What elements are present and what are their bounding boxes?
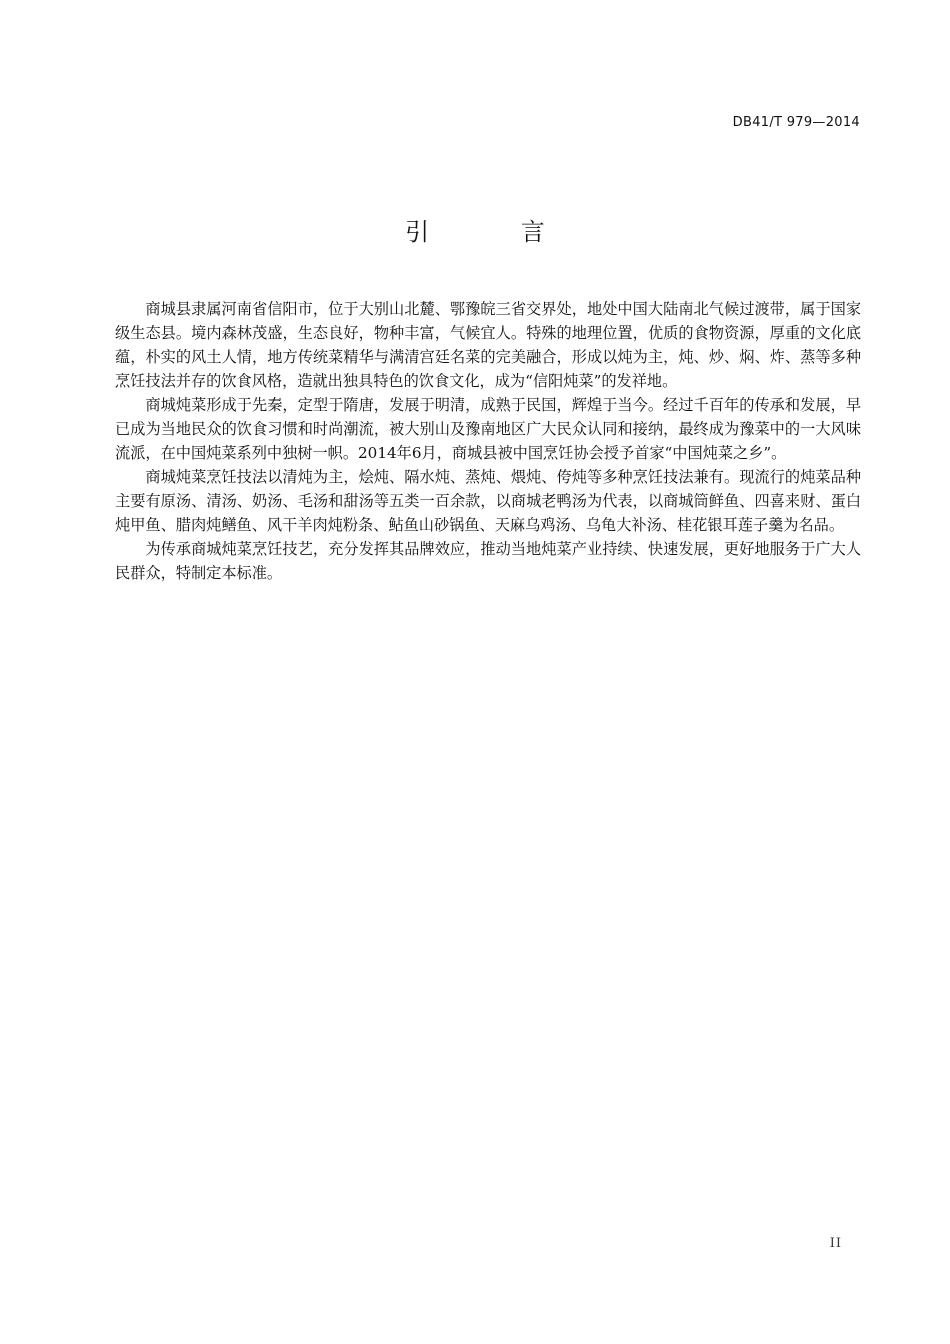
page-title: 引 言 xyxy=(405,218,587,246)
page-number: II xyxy=(829,1236,842,1251)
paragraph-3: 商城炖菜烹饪技法以清炖为主，烩炖、隔水炖、蒸炖、煨炖、侉炖等多种烹饪技法兼有。现流行的炖菜品种主要有原汤、清汤、奶汤、毛汤和甜汤等五类一百余款，以商城老鸭汤为代表，以商城筒鲜鱼、四喜来财、蛋白炖甲鱼、腊肉炖鳝鱼、风干羊肉炖粉条、鲇鱼山砂锅鱼、天麻乌鸡汤、乌龟大补汤、桂花银耳莲子羹为名品。 xyxy=(115,468,861,534)
introduction-body xyxy=(115,297,861,585)
paragraph-1: 商城县隶属河南省信阳市，位于大别山北麓、鄂豫皖三省交界处，地处中国大陆南北气候过渡带，属于国家级生态县。境内森林茂盛，生态良好，物种丰富，气候宜人。特殊的地理位置，优质的食物资源，厚重的文化底蕴，朴实的风土人情，地方传统菜精华与满清宫廷名菜的完美融合，形成以炖为主，炖、炒、焖、炸、蒸等多种烹饪技法并存的饮食风格，造就出独具特色的饮食文化，成为“信阳炖菜”的发祥地。 xyxy=(115,300,861,390)
paragraph-2: 商城炖菜形成于先秦，定型于隋唐，发展于明清，成熟于民国，辉煌于当今。经过千百年的传承和发展，早已成为当地民众的饮食习惯和时尚潮流，被大别山及豫南地区广大民众认同和接纳，最终成为豫菜中的一大风味流派，在中国炖菜系列中独树一帜。2014年6月，商城县被中国烹饪协会授予首家“中国炖菜之乡”。 xyxy=(115,396,861,462)
standard-code: DB41/T 979—2014 xyxy=(732,115,860,130)
paragraph-4: 为传承商城炖菜烹饪技艺，充分发挥其品牌效应，推动当地炖菜产业持续、快速发展，更好地服务于广大人民群众，特制定本标准。 xyxy=(115,540,861,582)
